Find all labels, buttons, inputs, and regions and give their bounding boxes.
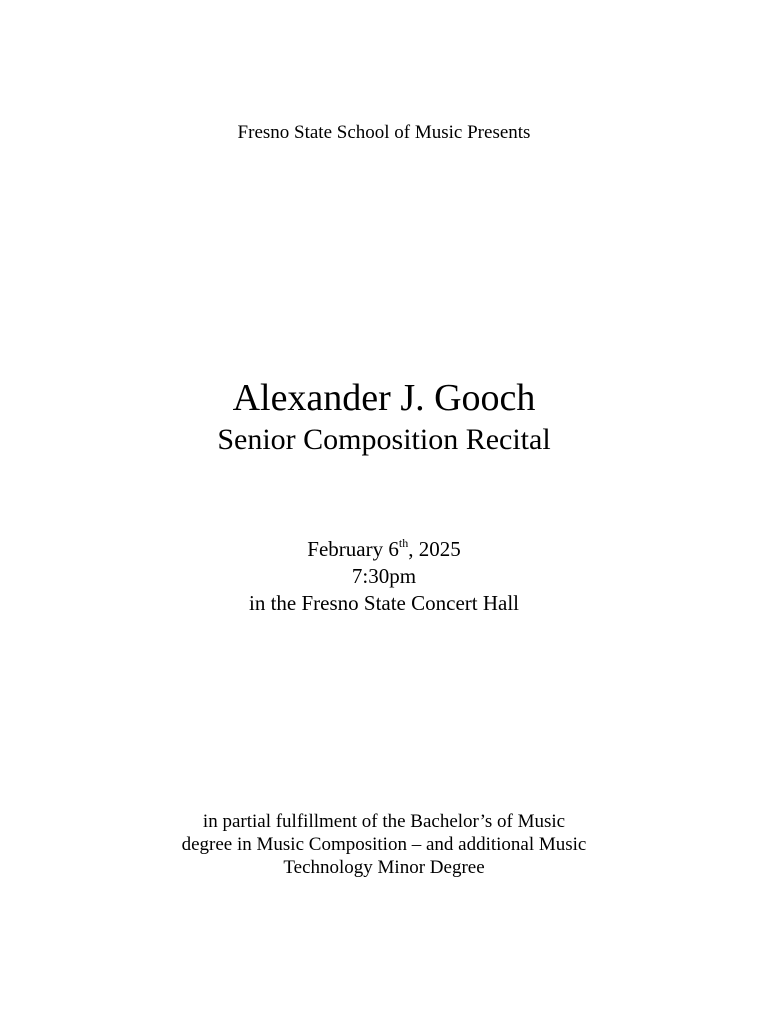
event-date-ordinal: th (398, 536, 409, 550)
degree-note-line: degree in Music Composition – and additional Music (181, 834, 587, 855)
degree-note-line: in partial fulfillment of the Bachelor’s of Music (202, 811, 566, 832)
event-date (0, 536, 768, 563)
recital-title: Senior Composition Recital (217, 423, 551, 456)
event-date-day: February 6 (307, 537, 399, 561)
event-time: 7:30pm (351, 564, 417, 588)
performer-name: Alexander J. Gooch (232, 377, 536, 419)
degree-note-line: Technology Minor Degree (283, 857, 485, 878)
presenter-line: Fresno State School of Music Presents (237, 122, 531, 143)
event-venue: in the Fresno State Concert Hall (248, 591, 520, 615)
event-date-year: , 2025 (408, 537, 461, 561)
